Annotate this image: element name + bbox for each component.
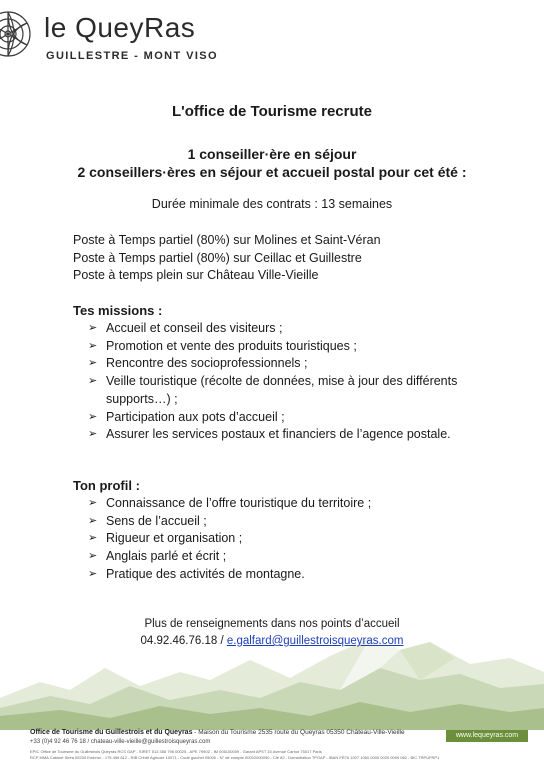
contact-email-link[interactable]: e.galfard@guillestroisqueyras.com [226, 635, 404, 647]
website-link[interactable]: www.lequeyras.com [446, 730, 528, 742]
page-title: L'office de Tourisme recrute [171, 103, 372, 120]
contact-line: Plus de renseignements dans nos points d’accueil [144, 618, 400, 630]
position-line-2: 2 conseillers·ères en séjour et accueil postal pour cet été : [77, 164, 467, 180]
brand-name: le QueyRas [44, 12, 196, 43]
mission-item: ➢ Veille touristique (récolte de données, mise à jour des différents supports…) ; [88, 373, 478, 408]
profil-item: ➢ Rigueur et organisation ; [88, 530, 478, 548]
mission-item: ➢ Participation aux pots d’accueil ; [88, 409, 478, 427]
footer [0, 726, 544, 768]
footer-address: - Maison du Tourisme 2535 route du Queyras 05350 Château-Ville-Vieille [192, 729, 405, 736]
mission-item: ➢ Rencontre des socioprofessionnels ; [88, 355, 478, 373]
footer-legal-1: EPIC Office de Tourisme du Guillestrois Queyras RCS GAP - SIRET 513 358 796 00025 - APE 7990Z - IM 005100009 - Garant APST 15 Avenue Carnot 75017 Paris [30, 749, 322, 754]
missions-list [88, 320, 478, 444]
logo [0, 0, 218, 70]
profil-item: ➢ Anglais parlé et écrit ; [88, 548, 478, 566]
contact-phone-email [0, 633, 544, 650]
mission-item: ➢ Promotion et vente des produits touristiques ; [88, 338, 478, 356]
poste-item: Poste à Temps partiel (80%) sur Molines et Saint-Véran [73, 233, 381, 247]
contact-block [0, 616, 544, 650]
profil-item: ➢ Pratique des activités de montagne. [88, 566, 478, 584]
poste-item: Poste à Temps partiel (80%) sur Ceillac et Guillestre [73, 250, 362, 265]
contract-duration: Durée minimale des contrats : 13 semaines [151, 197, 393, 211]
profil-item: ➢ Sens de l’accueil ; [88, 513, 478, 531]
star-rosette-icon [0, 8, 36, 60]
mission-item: ➢ Accueil et conseil des visiteurs ; [88, 320, 478, 338]
poste-item: Poste à temps plein sur Château Ville-Vieille [73, 268, 319, 282]
footer-org [30, 729, 405, 736]
profil-heading: Ton profil : [73, 478, 140, 493]
footer-legal-2: RCP MMA Cabinet Siréa 05200 Embrun - 175 496 812 - RIB Crédit Agricole 10071 - Code guichet 05000 - N° de compte 00002000090 - Clé 82 - Domiciliation TPGAP - IBAN FR76 1007 1050 0000 0020 0009 082 - BIC TRPUFRP1 [30, 755, 440, 760]
postes-list [73, 232, 381, 285]
footer-contact: +33 (0)4 92 46 76 18 / chateau-ville-vieille@guillestroisqueyras.com [30, 739, 211, 745]
mission-item: ➢ Assurer les services postaux et financiers de l’agence postale. [88, 426, 478, 444]
footer-org-name: Office de Tourisme du Guillestrois et du Queyras [30, 729, 193, 736]
missions-heading: Tes missions : [73, 303, 163, 318]
brand-subtitle: GUILLESTRE - MONT VISO [46, 50, 218, 62]
profil-list [88, 495, 478, 584]
contact-phone: 04.92.46.76.18 / [140, 635, 227, 647]
position-line-1: 1 conseiller·ère en séjour [187, 146, 357, 162]
profil-item: ➢ Connaissance de l’offre touristique du territoire ; [88, 495, 478, 513]
